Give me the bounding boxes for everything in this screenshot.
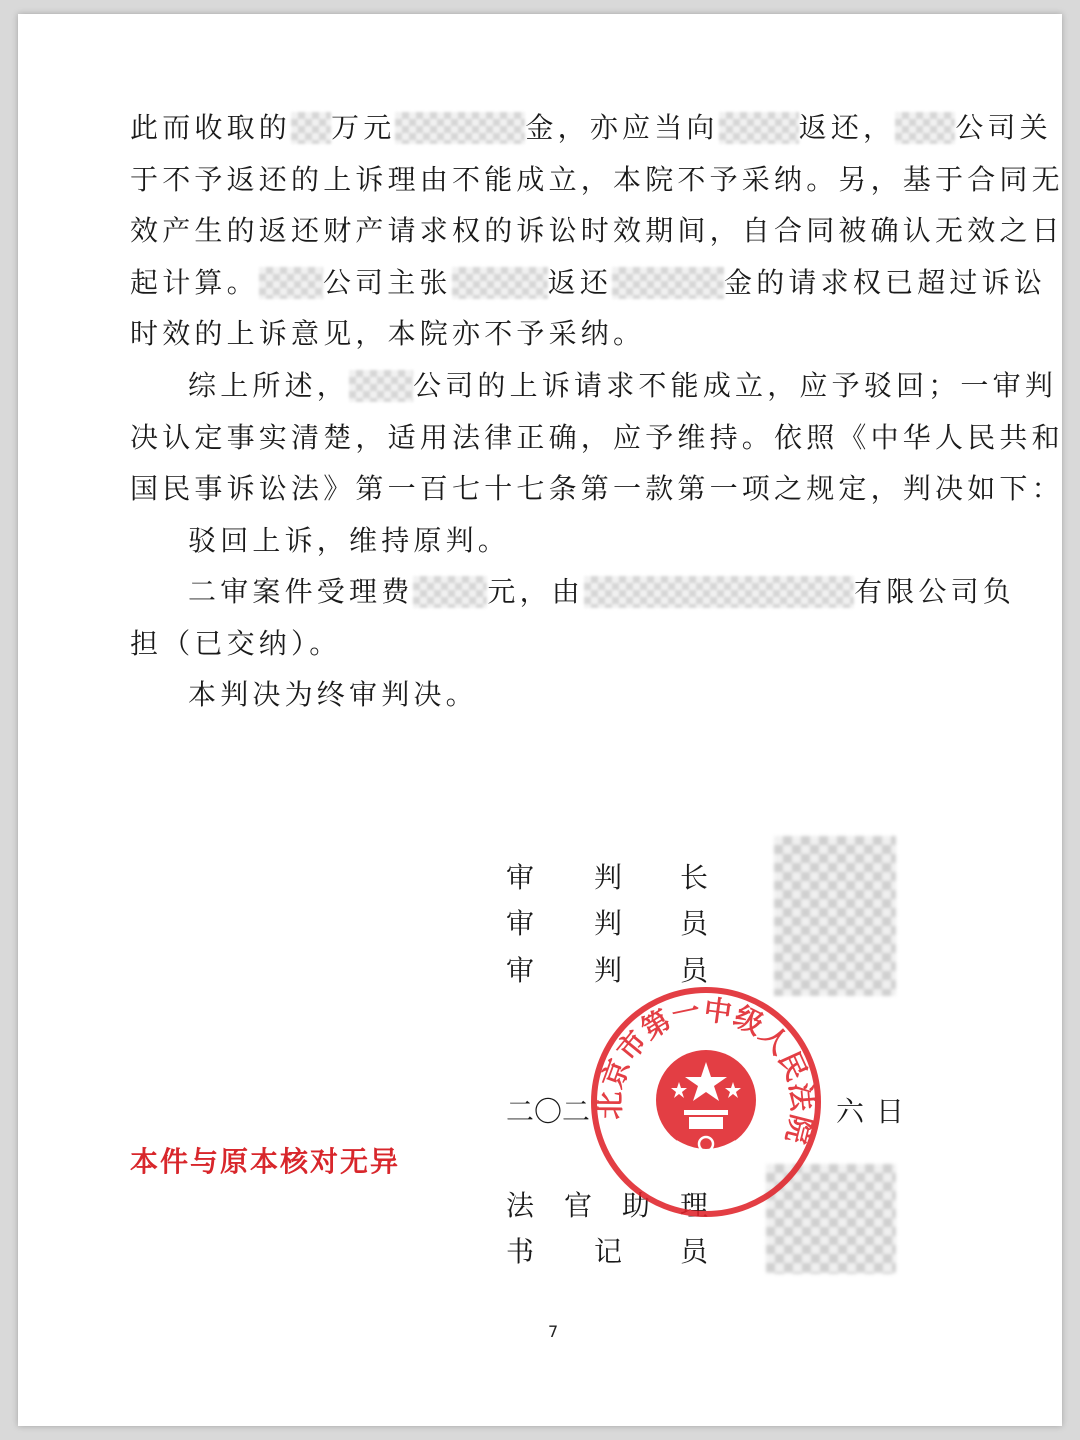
label-char: 理 — [680, 1189, 709, 1222]
label-char: 判 — [594, 907, 623, 940]
document-page — [18, 14, 1062, 1426]
redaction-block — [719, 112, 799, 144]
text-segment: 公司的上诉请求不能成立，应予驳回；一审判 — [413, 369, 1058, 402]
text-segment: 金，亦应当向 — [525, 111, 719, 144]
certification-text: 本件与原本核对无异 — [130, 1145, 401, 1178]
text-line-2: 于不予返还的上诉理由不能成立，本院不予采纳。另，基于合同无 — [130, 163, 1064, 196]
date-prefix: 二〇二 — [506, 1095, 591, 1128]
redacted-judge-names — [774, 836, 896, 996]
text-segment: 元，由 — [487, 575, 585, 608]
text-line-5: 时效的上诉意见，本院亦不予采纳。 — [130, 317, 646, 350]
chief-judge-label — [506, 858, 708, 898]
text-segment: 金的请求权已超过诉讼 — [724, 266, 1047, 299]
text-segment: 二审案件受理费 — [188, 575, 414, 608]
seal-icon — [594, 990, 819, 1214]
text-line-9: 驳回上诉，维持原判。 — [188, 524, 511, 557]
label-char: 法 — [506, 1189, 535, 1222]
label-char: 员 — [680, 907, 709, 940]
text-line-7: 决认定事实清楚，适用法律正确，应予维持。依照《中华人民共和 — [130, 421, 1064, 454]
text-line-3: 效产生的返还财产请求权的诉讼时效期间，自合同被确认无效之日 — [130, 214, 1064, 247]
label-char: 书 — [506, 1235, 535, 1268]
label-char: 审 — [506, 861, 535, 894]
text-line-10 — [188, 572, 1015, 612]
redaction-block — [349, 370, 413, 402]
label-char: 员 — [680, 954, 709, 987]
text-line-8: 国民事诉讼法》第一百七十七条第一款第一项之规定，判决如下： — [130, 472, 1064, 505]
redaction-block — [895, 112, 955, 144]
text-line-12: 本判决为终审判决。 — [188, 678, 478, 711]
page-number: 7 — [548, 1322, 559, 1341]
label-char: 判 — [594, 861, 623, 894]
text-line-6 — [188, 366, 1057, 406]
label-char: 记 — [594, 1235, 623, 1268]
text-segment: 返还， — [798, 111, 896, 144]
text-segment: 此而收取的 — [130, 111, 292, 144]
redaction-block — [395, 112, 525, 144]
redaction-block — [413, 576, 487, 608]
redaction-block — [259, 267, 323, 299]
text-line-4 — [130, 263, 1046, 303]
label-char: 审 — [506, 907, 535, 940]
court-seal-stamp — [586, 982, 826, 1222]
date-suffix: 日 — [876, 1095, 905, 1128]
redaction-block — [584, 576, 854, 608]
label-char: 员 — [680, 1235, 709, 1268]
label-char: 助 — [622, 1189, 651, 1222]
text-segment: 起计算。 — [130, 266, 259, 299]
text-line-11: 担（已交纳）。 — [130, 627, 342, 660]
text-line-1 — [130, 108, 1052, 148]
text-segment: 公司主张 — [322, 266, 452, 299]
judge-label-1 — [506, 904, 708, 944]
text-segment: 有限公司负 — [854, 575, 1016, 608]
redaction-block — [452, 267, 548, 299]
text-segment: 综上所述， — [188, 369, 350, 402]
label-char: 判 — [594, 954, 623, 987]
text-segment: 公司关 — [955, 111, 1052, 144]
emblem-gate-icon — [689, 1117, 723, 1129]
label-char: 官 — [564, 1189, 593, 1222]
redaction-block — [612, 267, 724, 299]
text-segment: 返还 — [547, 266, 613, 299]
label-char: 审 — [506, 954, 535, 987]
clerk-label — [506, 1232, 708, 1272]
text-segment: 万元 — [331, 111, 396, 144]
date-day: 六 — [836, 1095, 865, 1128]
label-char: 长 — [680, 861, 709, 894]
emblem-gate-icon — [684, 1110, 728, 1115]
redaction-block — [291, 112, 331, 144]
seal-text-span: 北京市第一中级人民法院 — [593, 993, 819, 1148]
